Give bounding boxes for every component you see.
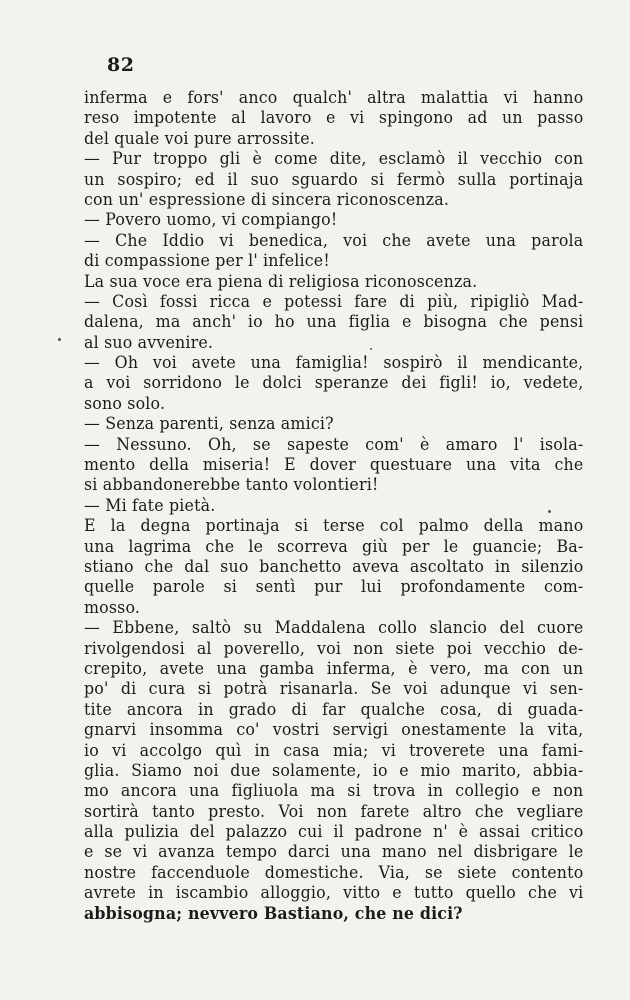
text-line: gnarvi insomma co' vostri servigi onestamente la vita, [84, 720, 584, 741]
text-line: — Oh voi avete una famiglia! sospirò il mendicante, [84, 353, 584, 374]
text-line: mo ancora una figliuola ma si trova in collegio e non [84, 781, 584, 802]
text-line: a voi sorridono le dolci speranze dei figli! io, vedete, [84, 373, 584, 394]
text-line: tite ancora in grado di far qualche cosa, di guada- [84, 699, 584, 720]
text-line: — Che Iddio vi benedica, voi che avete una parola [84, 230, 584, 251]
text-line: sortirà tanto presto. Voi non farete altro che vegliare [84, 801, 584, 822]
text-line: — Così fossi ricca e potessi fare di più, ripigliò Mad- [84, 291, 584, 312]
text-line: dalena, ma anch' io ho una figlia e bisogna che pensi [84, 312, 584, 333]
text-line: e se vi avanza tempo darci una mano nel disbrigare le [84, 842, 584, 863]
text-line: di compassione per l' infelice! [84, 251, 330, 272]
print-speck [548, 510, 551, 513]
text-line: stiano che dal suo banchetto aveva ascoltato in silenzio [84, 556, 584, 577]
text-line: E la degna portinaja si terse col palmo della mano [84, 516, 584, 537]
text-line: alla pulizia del palazzo cui il padrone n' è assai critico [84, 822, 584, 843]
text-line: — Povero uomo, vi compiango! [84, 210, 338, 231]
text-line: con un' espressione di sincera riconoscenza. [84, 189, 450, 210]
text-line: po' di cura si potrà risanarla. Se voi adunque vi sen- [84, 679, 584, 700]
text-line: rivolgendosi al poverello, voi non siete poi vecchio de- [84, 638, 584, 659]
text-line: io vi accolgo quì in casa mia; vi troverete una fami- [84, 740, 584, 761]
text-line: del quale voi pure arrossite. [84, 128, 315, 149]
text-line: — Pur troppo gli è come dite, esclamò il vecchio con [84, 149, 584, 170]
text-line: sono solo. [84, 393, 166, 414]
text-line: glia. Siamo noi due solamente, io e mio marito, abbia- [84, 760, 584, 781]
body-text [84, 88, 584, 924]
text-line: un sospiro; ed il suo sguardo si fermò sulla portinaja [84, 169, 584, 190]
print-speck [58, 338, 61, 341]
text-line: abbisogna; nevvero Bastiano, che ne dici? [84, 903, 463, 924]
text-line: una lagrima che le scorreva giù per le guancie; Ba- [84, 536, 584, 557]
text-line: crepito, avete una gamba inferma, è vero, ma con un [84, 658, 584, 679]
text-line: nostre faccenduole domestiche. Via, se siete contento [84, 862, 584, 883]
text-line: mosso. [84, 597, 141, 618]
text-line: La sua voce era piena di religiosa riconoscenza. [84, 271, 478, 292]
text-line: inferma e fors' anco qualch' altra malattia vi hanno [84, 88, 584, 108]
text-line: — Nessuno. Oh, se sapeste com' è amaro l' isola- [84, 434, 584, 455]
print-speck [370, 348, 372, 350]
page-number: 82 [107, 54, 135, 76]
text-line: si abbandonerebbe tanto volontieri! [84, 475, 379, 496]
text-line: quelle parole si sentì pur lui profondamente com- [84, 577, 584, 598]
text-line: — Mi fate pietà. [84, 495, 216, 516]
text-line: — Ebbene, saltò su Maddalena collo slancio del cuore [84, 618, 584, 639]
text-line: — Senza parenti, senza amici? [84, 414, 334, 435]
text-line: avrete in iscambio alloggio, vitto e tutto quello che vi [84, 883, 584, 904]
text-line: mento della miseria! E dover questuare una vita che [84, 455, 584, 476]
text-line: reso impotente al lavoro e vi spingono ad un passo [84, 108, 584, 129]
text-line: al suo avvenire. [84, 332, 214, 353]
